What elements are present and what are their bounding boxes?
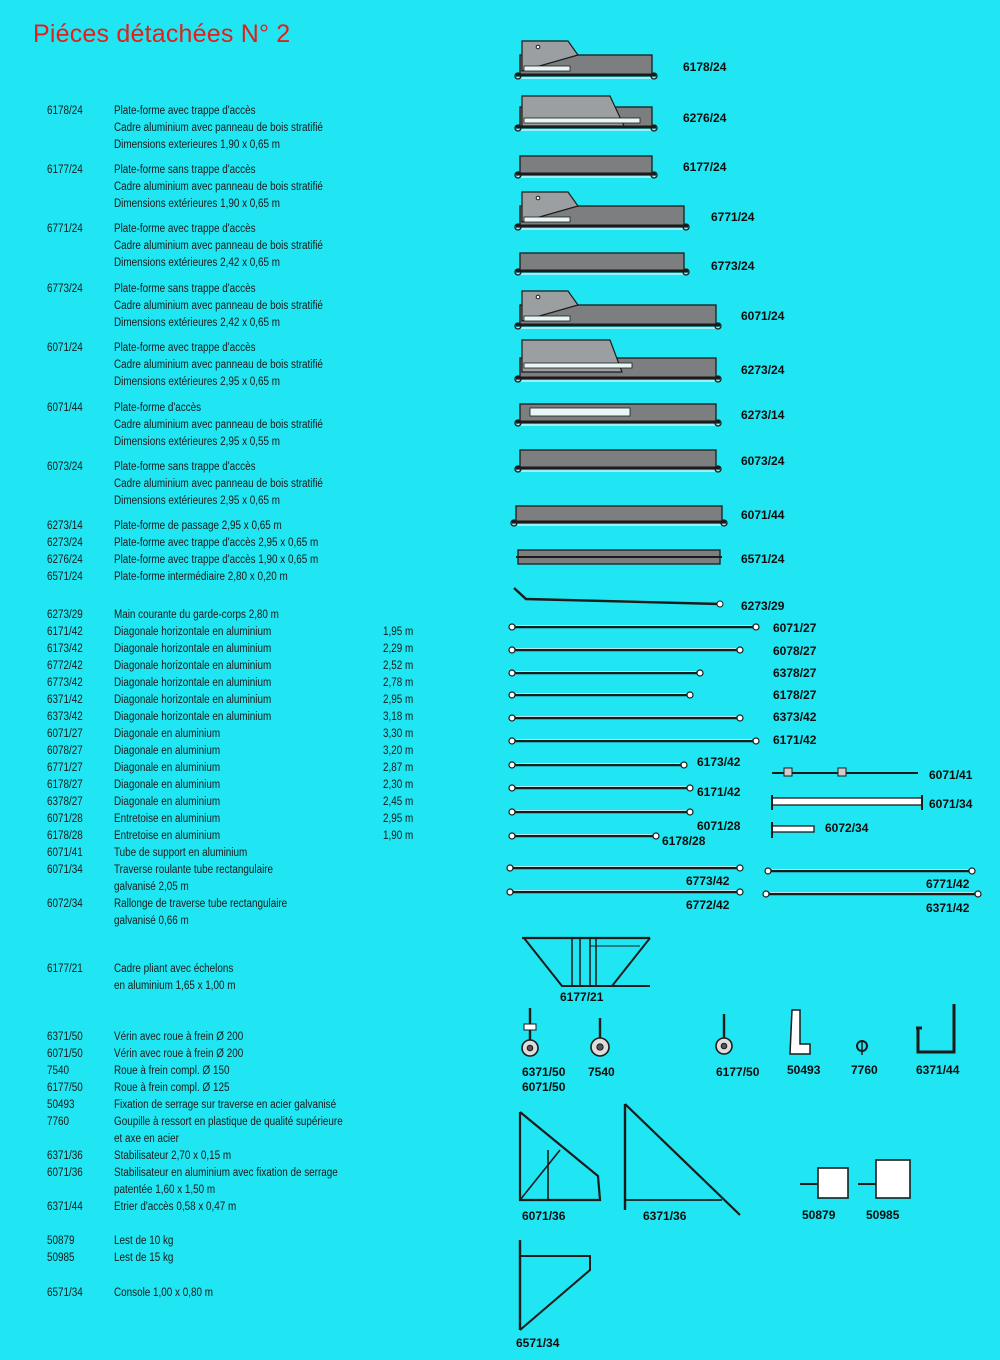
platform-6071-44 <box>516 506 722 522</box>
part-description: Plate-forme avec trappe d'accès 1,90 x 0,65 m <box>114 554 319 566</box>
part-description: Diagonale horizontale en aluminium <box>114 626 272 638</box>
part-label: 6071/24 <box>741 309 785 323</box>
stabiliser-6071-36 <box>520 1112 600 1200</box>
part-description: Etrier d'accès 0,58 x 0,47 m <box>114 1201 237 1213</box>
part-description: Dimensions extérieures 1,90 x 0,65 m <box>114 198 281 210</box>
brace-6373-42-end <box>509 715 515 721</box>
part-label: 6171/42 <box>697 785 741 799</box>
folding-frame-side <box>612 938 650 986</box>
part-length: 1,95 m <box>383 626 414 638</box>
caster-7540-hub <box>597 1044 603 1050</box>
caster-6371-50-hub <box>527 1045 533 1051</box>
extension-6072-34 <box>772 826 814 832</box>
part-label: 6071/34 <box>929 797 973 811</box>
part-description: Dimensions exterieures 1,90 x 0,65 m <box>114 139 281 151</box>
platform-6273-24-slot <box>524 363 632 368</box>
brace-6071-28-end <box>509 809 515 815</box>
part-code: 6173/42 <box>47 643 83 655</box>
part-label: 6177/50 <box>716 1065 760 1079</box>
part-length: 3,18 m <box>383 711 414 723</box>
part-description: Vérin avec roue à frein Ø 200 <box>114 1031 244 1043</box>
part-description: Plate-forme d'accès <box>114 402 202 414</box>
part-code: 6371/42 <box>47 694 83 706</box>
part-code: 6177/24 <box>47 164 83 176</box>
part-code: 6571/24 <box>47 571 83 583</box>
part-code: 50493 <box>47 1099 75 1111</box>
part-code: 6773/42 <box>47 677 83 689</box>
brace-6378-27-end <box>697 670 703 676</box>
part-code: 6571/34 <box>47 1287 83 1299</box>
part-code: 6371/44 <box>47 1201 83 1213</box>
part-label: 50985 <box>866 1208 900 1222</box>
brace-6771-42-end <box>765 868 771 874</box>
part-description: Diagonale horizontale en aluminium <box>114 694 272 706</box>
part-label: 6178/27 <box>773 688 817 702</box>
part-code: 6071/27 <box>47 728 83 740</box>
part-label: 6276/24 <box>683 111 727 125</box>
part-code: 6273/14 <box>47 520 83 532</box>
part-description: Entretoise en aluminium <box>114 813 221 825</box>
part-label: 6571/24 <box>741 552 785 566</box>
handrail-6273-29 <box>514 588 720 604</box>
part-description: Dimensions extérieures 2,42 x 0,65 m <box>114 257 281 269</box>
part-label: 6773/42 <box>686 874 730 888</box>
part-label: 7540 <box>588 1065 615 1079</box>
part-code: 6177/50 <box>47 1082 83 1094</box>
part-label: 6071/27 <box>773 621 817 635</box>
brace-6171-42-end <box>753 738 759 744</box>
part-label: 6071/50 <box>522 1080 566 1094</box>
part-label: 6571/34 <box>516 1336 560 1350</box>
part-description: Lest de 15 kg <box>114 1252 174 1264</box>
part-label: 6772/42 <box>686 898 730 912</box>
part-length: 2,95 m <box>383 694 414 706</box>
part-code: 7540 <box>47 1065 70 1077</box>
part-code: 6276/24 <box>47 554 83 566</box>
part-description: Goupille à ressort en plastique de qualité supérieure <box>114 1116 343 1128</box>
part-label: 6171/42 <box>773 733 817 747</box>
part-length: 2,78 m <box>383 677 414 689</box>
brace-6078-27-end <box>509 647 515 653</box>
stabiliser-6371-36-arm <box>625 1104 740 1215</box>
part-description: Dimensions extérieures 2,42 x 0,65 m <box>114 317 281 329</box>
part-label: 6378/27 <box>773 666 817 680</box>
part-length: 2,45 m <box>383 796 414 808</box>
part-code: 6071/28 <box>47 813 83 825</box>
part-code: 6071/41 <box>47 847 83 859</box>
part-label: 6273/14 <box>741 408 785 422</box>
part-label: 6273/29 <box>741 599 785 613</box>
part-description: Diagonale en aluminium <box>114 745 221 757</box>
part-label: 6371/42 <box>926 901 970 915</box>
brace-6173-42-end <box>681 762 687 768</box>
part-description: Stabilisateur 2,70 x 0,15 m <box>114 1150 232 1162</box>
part-label: 6373/42 <box>773 710 817 724</box>
support-tube-6071-41-clamp <box>838 768 846 776</box>
part-description: Diagonale horizontale en aluminium <box>114 660 272 672</box>
part-description: Diagonale en aluminium <box>114 796 221 808</box>
brace-6773-42-end <box>507 865 513 871</box>
part-code: 6371/50 <box>47 1031 83 1043</box>
brace-6171-42-b-end <box>509 785 515 791</box>
brace-6772-42-end <box>507 889 513 895</box>
part-description: Plate-forme sans trappe d'accès <box>114 461 256 473</box>
step-6371-44 <box>916 1004 954 1052</box>
part-description: Plate-forme sans trappe d'accès <box>114 283 256 295</box>
part-code: 6178/28 <box>47 830 83 842</box>
part-description: Plate-forme intermédiaire 2,80 x 0,20 m <box>114 571 288 583</box>
part-description: Roue à frein compl. Ø 125 <box>114 1082 230 1094</box>
part-label: 6072/34 <box>825 821 869 835</box>
part-code: 6771/24 <box>47 223 83 235</box>
part-code: 6071/36 <box>47 1167 83 1179</box>
platform-6071-24-hatch-handle <box>536 295 540 299</box>
brace-6371-42-end <box>975 891 981 897</box>
part-label: 6071/41 <box>929 768 973 782</box>
part-description: Diagonale en aluminium <box>114 762 221 774</box>
brace-6178-27-end <box>509 692 515 698</box>
part-code: 6178/27 <box>47 779 83 791</box>
part-code: 6171/42 <box>47 626 83 638</box>
brace-6178-28-end <box>509 833 515 839</box>
part-label: 6173/42 <box>697 755 741 769</box>
brace-6071-28-end <box>687 809 693 815</box>
part-code: 6772/42 <box>47 660 83 672</box>
part-description: Plate-forme avec trappe d'accès 2,95 x 0,65 m <box>114 537 319 549</box>
part-label: 6773/24 <box>711 259 755 273</box>
part-code: 6078/27 <box>47 745 83 757</box>
part-code: 6378/27 <box>47 796 83 808</box>
part-description: Dimensions extérieures 2,95 x 0,65 m <box>114 495 281 507</box>
part-code: 6072/34 <box>47 898 83 910</box>
part-length: 2,95 m <box>383 813 414 825</box>
part-label: 6073/24 <box>741 454 785 468</box>
part-description: Plate-forme avec trappe d'accès <box>114 342 256 354</box>
platform-6177-24 <box>520 156 652 174</box>
platform-6273-14-slot <box>530 408 630 416</box>
part-description: Plate-forme avec trappe d'accès <box>114 223 256 235</box>
part-description: Plate-forme avec trappe d'accès <box>114 105 256 117</box>
part-label: 6071/36 <box>522 1209 566 1223</box>
part-description: Stabilisateur en aluminium avec fixation de serrage <box>114 1167 338 1179</box>
brace-6378-27-end <box>509 670 515 676</box>
part-label: 6273/24 <box>741 363 785 377</box>
brace-6371-42-end <box>763 891 769 897</box>
part-label: 6071/28 <box>697 819 741 833</box>
stabiliser-6071-36-brace <box>520 1150 560 1200</box>
part-description: Console 1,00 x 0,80 m <box>114 1287 213 1299</box>
part-length: 3,20 m <box>383 745 414 757</box>
platform-6771-24-hatch-handle <box>536 196 540 200</box>
part-label: 6371/50 <box>522 1065 566 1079</box>
part-description: Main courante du garde-corps 2,80 m <box>114 609 279 621</box>
part-code: 6177/21 <box>47 963 83 975</box>
part-description: Dimensions extérieures 2,95 x 0,55 m <box>114 436 281 448</box>
part-description: Diagonale horizontale en aluminium <box>114 711 272 723</box>
part-description: Diagonale en aluminium <box>114 728 221 740</box>
part-length: 3,30 m <box>383 728 414 740</box>
part-code: 6771/27 <box>47 762 83 774</box>
brace-6171-42-end <box>509 738 515 744</box>
brace-6373-42-end <box>737 715 743 721</box>
part-code: 50985 <box>47 1252 75 1264</box>
part-description: Plate-forme sans trappe d'accès <box>114 164 256 176</box>
part-code: 6071/24 <box>47 342 83 354</box>
part-description: galvanisé 0,66 m <box>114 915 189 927</box>
brace-6078-27-end <box>737 647 743 653</box>
part-description: Diagonale horizontale en aluminium <box>114 677 272 689</box>
part-description: Cadre aluminium avec panneau de bois stratifié <box>114 478 323 490</box>
part-description: Lest de 10 kg <box>114 1235 174 1247</box>
brace-6071-27-end <box>509 624 515 630</box>
part-code: 6373/42 <box>47 711 83 723</box>
brace-6773-42-end <box>737 865 743 871</box>
page-title: Piéces détachées N° 2 <box>33 20 291 48</box>
part-description: et axe en acier <box>114 1133 179 1145</box>
part-label: 50879 <box>802 1208 836 1222</box>
part-description: patentée 1,60 x 1,50 m <box>114 1184 216 1196</box>
ballast-50985 <box>876 1160 910 1198</box>
part-length: 2,30 m <box>383 779 414 791</box>
platform-6276-24-slot <box>524 118 640 123</box>
part-description: en aluminium 1,65 x 1,00 m <box>114 980 236 992</box>
part-label: 6771/24 <box>711 210 755 224</box>
platform-6071-24-hatch-opening <box>524 316 570 321</box>
part-description: Cadre aluminium avec panneau de bois stratifié <box>114 300 323 312</box>
part-length: 2,52 m <box>383 660 414 672</box>
part-label: 6771/42 <box>926 877 970 891</box>
brace-6178-27-end <box>687 692 693 698</box>
part-description: Cadre pliant avec échelons <box>114 963 234 975</box>
caster-6371-50-nut <box>524 1024 536 1030</box>
part-description: Cadre aluminium avec panneau de bois stratifié <box>114 419 323 431</box>
part-code: 6071/50 <box>47 1048 83 1060</box>
part-code: 6371/36 <box>47 1150 83 1162</box>
platform-6178-24-hatch-opening <box>524 66 570 71</box>
part-length: 2,87 m <box>383 762 414 774</box>
part-label: 6078/27 <box>773 644 817 658</box>
part-label: 7760 <box>851 1063 878 1077</box>
part-description: Cadre aluminium avec panneau de bois stratifié <box>114 240 323 252</box>
part-code: 6273/24 <box>47 537 83 549</box>
part-code: 6073/24 <box>47 461 83 473</box>
part-description: Dimensions extérieures 2,95 x 0,65 m <box>114 376 281 388</box>
part-description: Vérin avec roue à frein Ø 200 <box>114 1048 244 1060</box>
part-description: Diagonale horizontale en aluminium <box>114 643 272 655</box>
crossbeam-6071-34 <box>772 798 922 805</box>
part-length: 2,29 m <box>383 643 414 655</box>
part-description: Plate-forme de passage 2,95 x 0,65 m <box>114 520 282 532</box>
part-description: Cadre aluminium avec panneau de bois stratifié <box>114 122 323 134</box>
brace-6772-42-end <box>737 889 743 895</box>
part-code: 6178/24 <box>47 105 83 117</box>
part-label: 6178/28 <box>662 834 706 848</box>
part-description: Entretoise en aluminium <box>114 830 221 842</box>
part-label: 6071/44 <box>741 508 785 522</box>
platform-6073-24 <box>520 450 716 468</box>
part-code: 6773/24 <box>47 283 83 295</box>
part-description: Cadre aluminium avec panneau de bois stratifié <box>114 181 323 193</box>
console-arm <box>520 1256 590 1330</box>
brace-6173-42-end <box>509 762 515 768</box>
part-label: 6371/44 <box>916 1063 960 1077</box>
part-description: Roue à frein compl. Ø 150 <box>114 1065 230 1077</box>
part-code: 6273/29 <box>47 609 83 621</box>
brace-6171-42-b-end <box>687 785 693 791</box>
platform-6773-24 <box>520 253 684 271</box>
part-code: 7760 <box>47 1116 70 1128</box>
caster-6177-50-hub <box>721 1043 727 1049</box>
part-description: galvanisé 2,05 m <box>114 881 189 893</box>
part-description: Tube de support en aluminium <box>114 847 248 859</box>
part-code: 6071/34 <box>47 864 83 876</box>
clamp-50493 <box>790 1010 810 1054</box>
part-description: Rallonge de traverse tube rectangulaire <box>114 898 288 910</box>
part-label: 50493 <box>787 1063 821 1077</box>
brace-6771-42-end <box>969 868 975 874</box>
platform-6178-24-hatch-handle <box>536 45 540 49</box>
part-code: 6071/44 <box>47 402 83 414</box>
part-label: 6371/36 <box>643 1209 687 1223</box>
brace-6178-28-end <box>653 833 659 839</box>
part-description: Diagonale en aluminium <box>114 779 221 791</box>
handrail-6273-29-end <box>717 601 723 607</box>
platform-6771-24-hatch-opening <box>524 217 570 222</box>
support-tube-6071-41-clamp <box>784 768 792 776</box>
part-description: Cadre aluminium avec panneau de bois stratifié <box>114 359 323 371</box>
part-label: 6177/21 <box>560 990 604 1004</box>
part-label: 6178/24 <box>683 60 727 74</box>
ballast-50879 <box>818 1168 848 1198</box>
part-description: Fixation de serrage sur traverse en acier galvanisé <box>114 1099 337 1111</box>
part-label: 6177/24 <box>683 160 727 174</box>
part-description: Traverse roulante tube rectangulaire <box>114 864 274 876</box>
part-code: 50879 <box>47 1235 75 1247</box>
part-length: 1,90 m <box>383 830 414 842</box>
brace-6071-27-end <box>753 624 759 630</box>
